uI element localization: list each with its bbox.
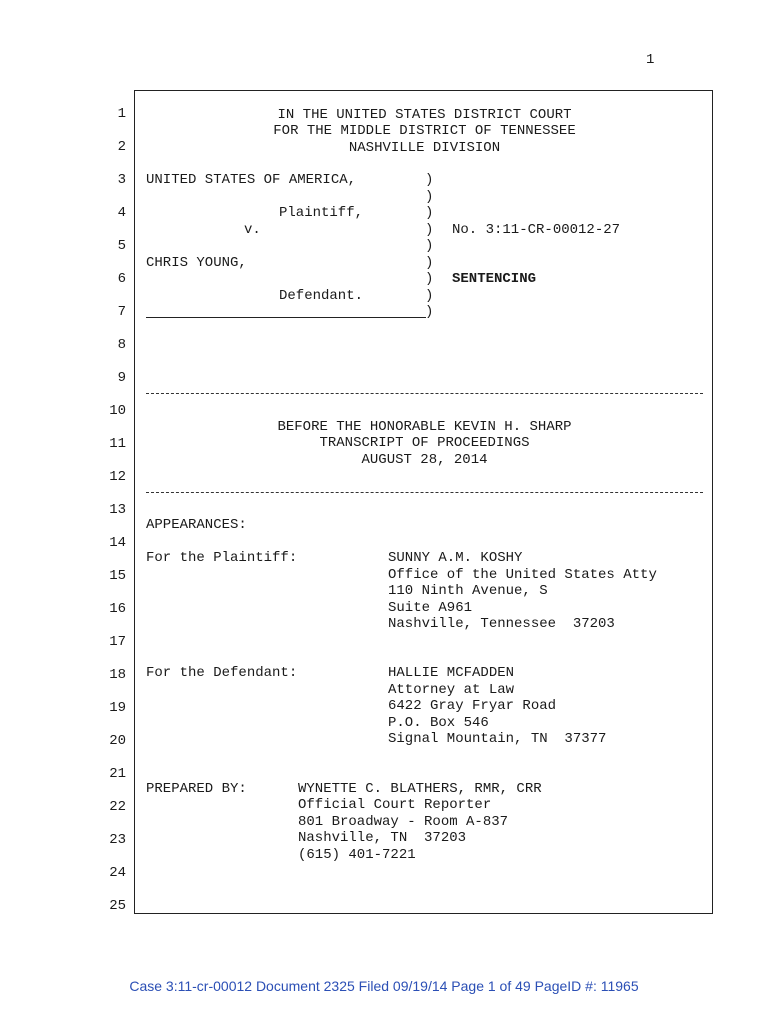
caption-paren: ) xyxy=(425,255,434,271)
line-number: 2 xyxy=(117,139,126,155)
line-number: 7 xyxy=(117,304,126,320)
line-number: 6 xyxy=(117,271,126,287)
defendant-counsel-line: Attorney at Law xyxy=(388,682,515,698)
defendant-counsel-line: 6422 Gray Fryar Road xyxy=(388,698,557,714)
reporter-line: WYNETTE C. BLATHERS, RMR, CRR xyxy=(298,781,542,797)
plaintiff-counsel-line: 110 Ninth Avenue, S xyxy=(388,583,548,599)
proceeding-type: SENTENCING xyxy=(452,271,537,287)
defendant-label: Defendant. xyxy=(279,288,364,304)
dashed-divider xyxy=(146,393,703,394)
versus: v. xyxy=(244,222,261,238)
line-number: 13 xyxy=(109,502,126,518)
caption-paren: ) xyxy=(425,172,434,188)
defendant-counsel-line: P.O. Box 546 xyxy=(388,715,489,731)
caption-paren: ) xyxy=(425,271,434,287)
plaintiff-counsel-line: Nashville, Tennessee 37203 xyxy=(388,616,615,632)
line-number: 1 xyxy=(117,106,126,122)
caption-paren: ) xyxy=(425,189,434,205)
line-number: 11 xyxy=(109,436,126,452)
line-number: 19 xyxy=(109,700,126,716)
line-number: 22 xyxy=(109,799,126,815)
appearances-heading: APPEARANCES: xyxy=(146,517,247,533)
reporter-line: Official Court Reporter xyxy=(298,797,492,813)
caption-paren: ) xyxy=(425,238,434,254)
transcript-title: TRANSCRIPT OF PROCEEDINGS xyxy=(319,435,530,451)
defendant-name: CHRIS YOUNG, xyxy=(146,255,247,271)
caption-paren: ) xyxy=(425,304,434,320)
line-number: 21 xyxy=(109,766,126,782)
line-number: 17 xyxy=(109,634,126,650)
line-number: 8 xyxy=(117,337,126,353)
dashed-divider xyxy=(146,492,703,493)
defendant-counsel-line: Signal Mountain, TN 37377 xyxy=(388,731,607,747)
line-number: 24 xyxy=(109,865,126,881)
plaintiff-counsel-line: Office of the United States Atty xyxy=(388,567,657,583)
line-number: 12 xyxy=(109,469,126,485)
caption-paren: ) xyxy=(425,288,434,304)
line-number: 5 xyxy=(117,238,126,254)
line-number: 14 xyxy=(109,535,126,551)
line-number: 10 xyxy=(109,403,126,419)
line-number: 4 xyxy=(117,205,126,221)
line-number: 16 xyxy=(109,601,126,617)
plaintiff-counsel-line: SUNNY A.M. KOSHY xyxy=(388,550,523,566)
line-number: 3 xyxy=(117,172,126,188)
line-number: 23 xyxy=(109,832,126,848)
caption-paren: ) xyxy=(425,205,434,221)
defendant-counsel-label: For the Defendant: xyxy=(146,665,298,681)
page-number: 1 xyxy=(646,52,655,68)
plaintiff-label: Plaintiff, xyxy=(279,205,364,221)
prepared-by-label: PREPARED BY: xyxy=(146,781,247,797)
plaintiff-counsel-line: Suite A961 xyxy=(388,600,473,616)
line-number: 15 xyxy=(109,568,126,584)
reporter-line: 801 Broadway - Room A-837 xyxy=(298,814,509,830)
line-number: 18 xyxy=(109,667,126,683)
line-number: 20 xyxy=(109,733,126,749)
defendant-counsel-line: HALLIE MCFADDEN xyxy=(388,665,515,681)
court-name-line1: IN THE UNITED STATES DISTRICT COURT xyxy=(277,107,572,123)
line-number: 25 xyxy=(109,898,126,914)
line-number: 9 xyxy=(117,370,126,386)
caption-paren: ) xyxy=(425,222,434,238)
case-footer: Case 3:11-cr-00012 Document 2325 Filed 09/19/14 Page 1 of 49 PageID #: 11965 xyxy=(129,978,639,994)
reporter-line: Nashville, TN 37203 xyxy=(298,830,467,846)
caption-underline xyxy=(146,317,426,318)
plaintiff-name: UNITED STATES OF AMERICA, xyxy=(146,172,357,188)
court-division: NASHVILLE DIVISION xyxy=(348,140,501,156)
case-number: No. 3:11-CR-00012-27 xyxy=(452,222,621,238)
plaintiff-counsel-label: For the Plaintiff: xyxy=(146,550,298,566)
judge-line: BEFORE THE HONORABLE KEVIN H. SHARP xyxy=(277,419,572,435)
court-name-line2: FOR THE MIDDLE DISTRICT OF TENNESSEE xyxy=(273,123,576,139)
hearing-date: AUGUST 28, 2014 xyxy=(361,452,488,468)
reporter-line: (615) 401-7221 xyxy=(298,847,416,863)
